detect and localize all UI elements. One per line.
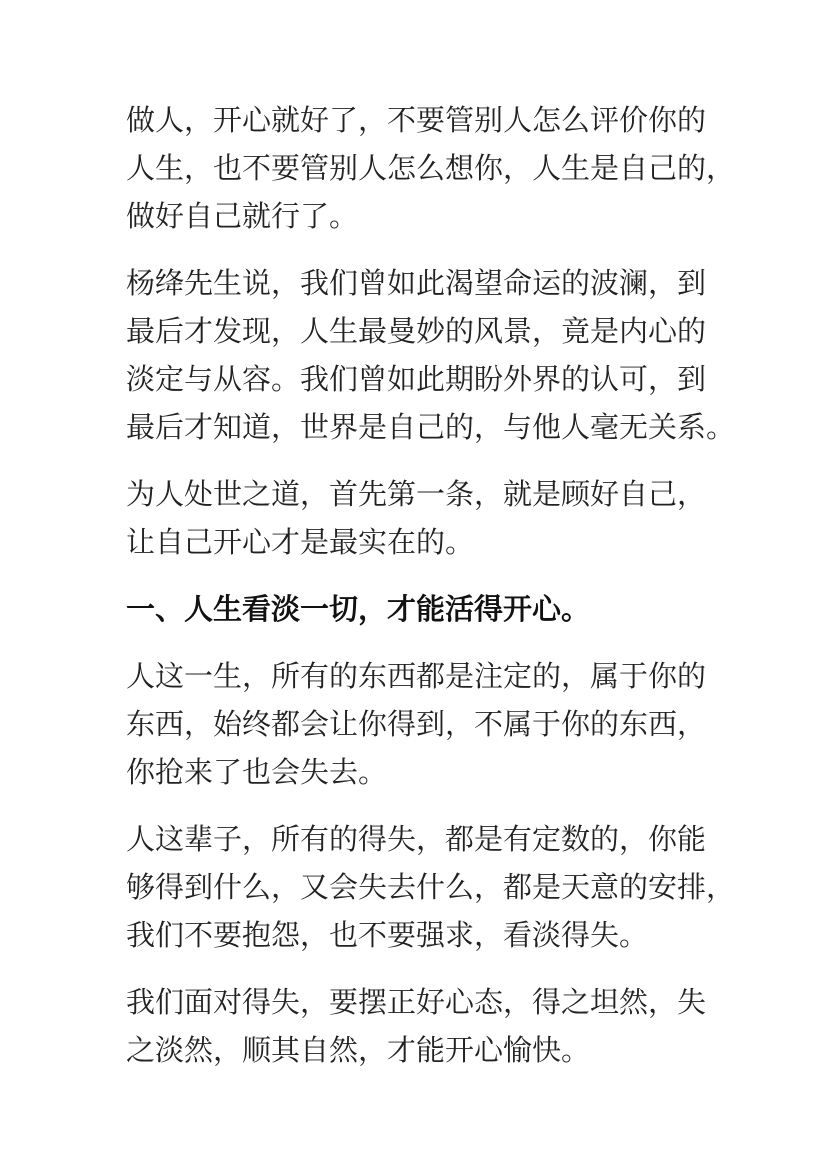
text-line: 我们面对得失，要摆正好心态，得之坦然，失 (126, 985, 707, 1019)
text-line: 最后才知道，世界是自己的，与他人毫无关系。 (126, 410, 736, 444)
text-line: 为人处世之道，首先第一条，就是顾好自己， (126, 477, 707, 511)
section-heading: 一、人生看淡一切，才能活得开心。 (126, 592, 591, 626)
text-line: 淡定与从容。我们曾如此期盼外界的认可，到 (126, 362, 707, 396)
section-paragraph-3 (126, 978, 706, 1074)
text-line: 东西，始终都会让你得到，不属于你的东西， (126, 707, 707, 741)
text-line: 做人，开心就好了，不要管别人怎么评价你的 (126, 103, 707, 137)
section-paragraph-1 (126, 652, 706, 796)
text-line: 你抢来了也会失去。 (126, 755, 388, 789)
paragraph-2 (126, 259, 736, 451)
text-line: 最后才发现，人生最曼妙的风景，竟是内心的 (126, 314, 707, 348)
text-line: 之淡然，顺其自然，才能开心愉快。 (126, 1033, 591, 1067)
text-line: 做好自己就行了。 (126, 199, 359, 233)
document-page (126, 96, 736, 1093)
section-paragraph-2 (126, 815, 736, 959)
paragraph-1 (126, 96, 736, 240)
text-line: 我们不要抱怨，也不要强求，看淡得失。 (126, 918, 649, 952)
text-line: 人这辈子，所有的得失，都是有定数的，你能 (126, 822, 707, 856)
text-line: 人这一生，所有的东西都是注定的，属于你的 (126, 659, 707, 693)
paragraph-3 (126, 470, 706, 566)
text-line: 让自己开心才是最实在的。 (126, 525, 475, 559)
text-line: 够得到什么，又会失去什么，都是天意的安排， (126, 870, 736, 904)
text-line: 杨绛先生说，我们曾如此渴望命运的波澜，到 (126, 266, 707, 300)
text-line: 人生，也不要管别人怎么想你，人生是自己的， (126, 151, 736, 185)
